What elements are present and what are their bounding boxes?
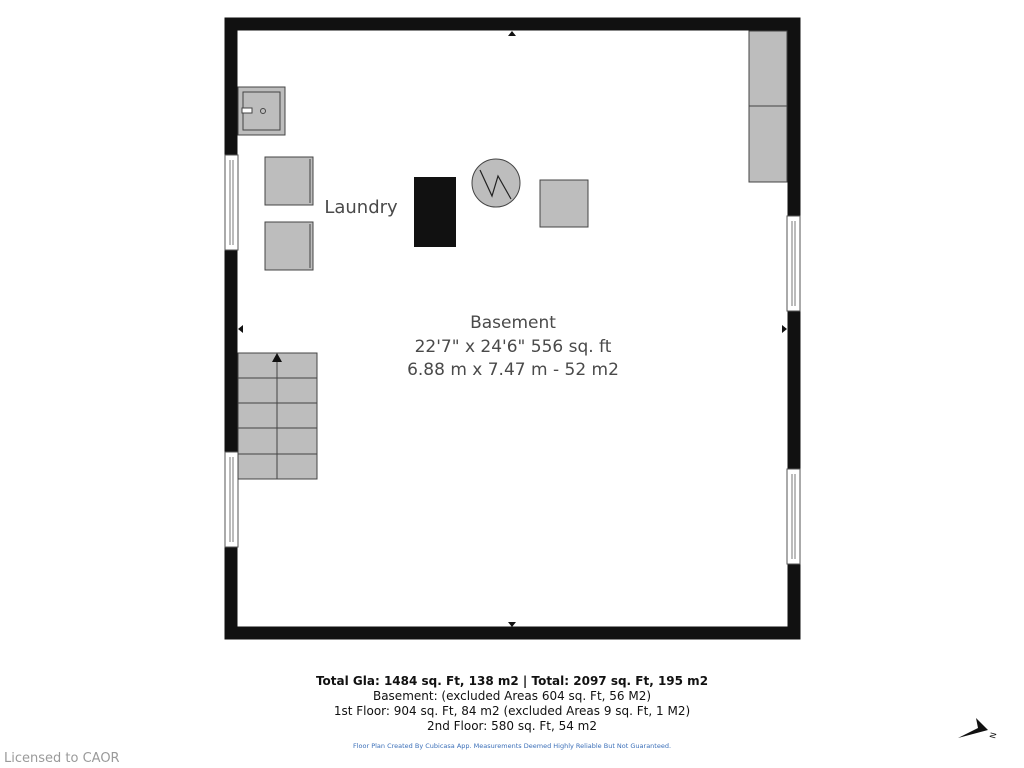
window-right-lower (787, 469, 800, 564)
laundry-sink (238, 87, 285, 135)
dimension-marker-bottom (508, 622, 516, 627)
stairs (238, 353, 317, 479)
disclaimer-text: Floor Plan Created By Cubicasa App. Measurements Deemed Highly Reliable But Not Guaranteed. (352, 742, 672, 750)
window-left-lower (225, 452, 238, 547)
room-dimensions-metric: 6.88 m x 7.47 m - 52 m2 (407, 360, 619, 380)
dimension-marker-top (508, 31, 516, 36)
area-summary (212, 674, 812, 734)
storage-shelves (749, 31, 787, 182)
dryer (265, 222, 313, 270)
compass-label: N (988, 731, 999, 740)
furnace (414, 177, 456, 247)
dimension-marker-left (238, 325, 243, 333)
summary-second-floor: 2nd Floor: 580 sq. Ft, 54 m2 (426, 719, 598, 733)
summary-total: Total Gla: 1484 sq. Ft, 138 m2 | Total: 2097 sq. Ft, 195 m2 (315, 674, 709, 688)
room-dimensions-imperial: 22'7" x 24'6" 556 sq. ft (414, 337, 612, 357)
water-heater (472, 159, 520, 207)
room-label-laundry: Laundry (324, 197, 398, 218)
window-right-upper (787, 216, 800, 311)
washer (265, 157, 313, 205)
summary-first-floor: 1st Floor: 904 sq. Ft, 84 m2 (excluded Areas 9 sq. Ft, 1 M2) (333, 704, 691, 718)
summary-basement: Basement: (excluded Areas 604 sq. Ft, 56 M2) (372, 689, 652, 703)
window-left-upper (225, 155, 238, 250)
dimension-marker-right (782, 325, 787, 333)
room-label-basement: Basement (470, 313, 556, 333)
north-arrow-icon (956, 714, 1006, 746)
license-text: Licensed to CAOR (4, 751, 120, 766)
utility-box (540, 180, 588, 227)
